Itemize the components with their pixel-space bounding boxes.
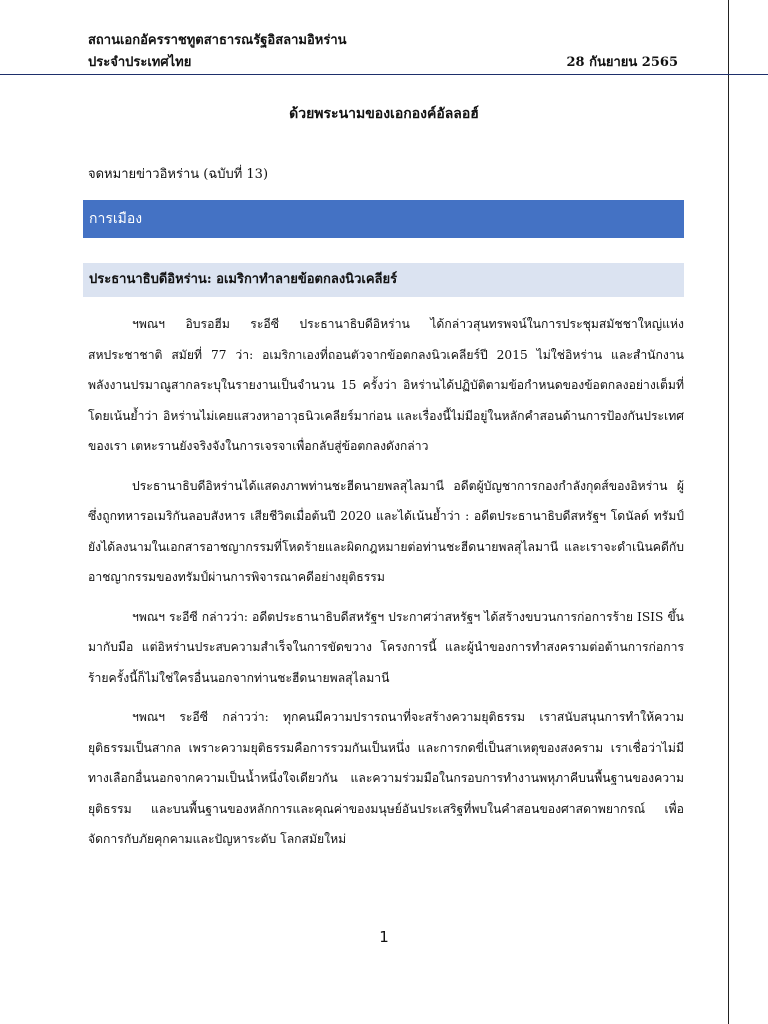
bulletin-label: จดหมายข่าวอิหร่าน (ฉบับที่ 13) [88, 167, 269, 182]
paragraph: ฯพณฯ อิบรอฮีม ระอีซี ประธานาธิบดีอิหร่าน ได้กล่าวสุนทรพจน์ในการประชุมสมัชชาใหญ่แห่งสหประชาชาติ สมัยที่ 77 ว่า: อเมริกาเองที่ถอนตัวจากข้อตกลงนิวเคลียร์ปี 2015 ไม่ใช่อิหร่าน และสำนักงานพลังงานปรมาณูสากลระบุในรายงานเป็นจำนวน 15 ครั้งว่า อิหร่านได้ปฏิบัติตามข้อกำหนดของข้อตกลงอย่างเต็มที่ โดยเน้นย้ำว่า อิหร่านไม่เคยแสวงหาอาวุธนิวเคลียร์มาก่อน และเรื่องนี้ไม่มีอยู่ในหลักคำสอนด้านการป้องกันประเทศของเรา เตหะรานยังจริงจังในการเจรจาเพื่อกลับสู่ข้อตกลงดังกล่าว [88, 317, 684, 453]
page-edge-rule [728, 0, 729, 1024]
paragraph: ฯพณฯ ระอีซี กล่าวว่า: อดีตประธานาธิบดีสหรัฐฯ ประกาศว่าสหรัฐฯ ได้สร้างขบวนการก่อการร้าย ISIS ขึ้นมากับมือ แต่อิหร่านประสบความสำเร็จในการขัดขวาง โครงการนี้ และผู้นำของการทำสงครามต่อต้านการก่อการร้ายครั้งนี้ก็ไม่ใช่ใครอื่นนอกจากท่านชะฮีดนายพลสุไลมานี [88, 609, 684, 685]
page-number: 1 [379, 928, 389, 946]
embassy-location: ประจำประเทศไทย [88, 55, 192, 70]
embassy-name: สถานเอกอัครราชทูตสาธารณรัฐอิสลามอิหร่าน [88, 33, 347, 48]
header-date: 28 กันยายน 2565 [566, 55, 678, 70]
document-title: ด้วยพระนามของเอกองค์อัลลอฮ์ [289, 106, 479, 122]
article-subheading: ประธานาธิบดีอิหร่าน: อเมริกาทำลายข้อตกลงนิวเคลียร์ [83, 263, 684, 297]
paragraph: ประธานาธิบดีอิหร่านได้แสดงภาพท่านชะฮีดนายพลสุไลมานี อดีตผู้บัญชาการกองกำลังกุดส์ของอิหร่าน ผู้ซึ่งถูกทหารอเมริกันลอบสังหาร เสียชีวิตเมื่อต้นปี 2020 และได้เน้นย้ำว่า : อดีตประธานาธิบดีสหรัฐฯ โดนัลด์ ทรัมป์ ยังได้ลงนามในเอกสารอาชญากรรมที่โหดร้ายและผิดกฎหมายต่อท่านชะฮีดนายพลสุไลมานี และเราจะดำเนินคดีกับอาชญากรรมของทรัมป์ผ่านการพิจารณาคดีอย่างยุติธรรม [88, 478, 684, 584]
header-divider [0, 74, 768, 75]
section-heading-politics: การเมือง [83, 200, 684, 238]
article-body [88, 309, 684, 864]
embassy-header [88, 30, 347, 74]
paragraph: ฯพณฯ ระอีซี กล่าวว่า: ทุกคนมีความปรารถนาที่จะสร้างความยุติธรรม เราสนับสนุนการทำให้ความยุติธรรมเป็นสากล เพราะความยุติธรรมคือการรวมกันเป็นหนึ่ง และการกดขี่เป็นสาเหตุของสงคราม เราเชื่อว่าไม่มีทางเลือกอื่นนอกจากความเป็นน้ำหนึ่งใจเดียวกัน และความร่วมมือในกรอบการทำงานพหุภาคีบนพื้นฐานของความยุติธรรม และบนพื้นฐานของหลักการและคุณค่าของมนุษย์อันประเสริฐที่พบในคำสอนของศาสดาพยากรณ์ เพื่อจัดการกับภัยคุกคามและปัญหาระดับ โลกสมัยใหม่ [88, 710, 684, 846]
